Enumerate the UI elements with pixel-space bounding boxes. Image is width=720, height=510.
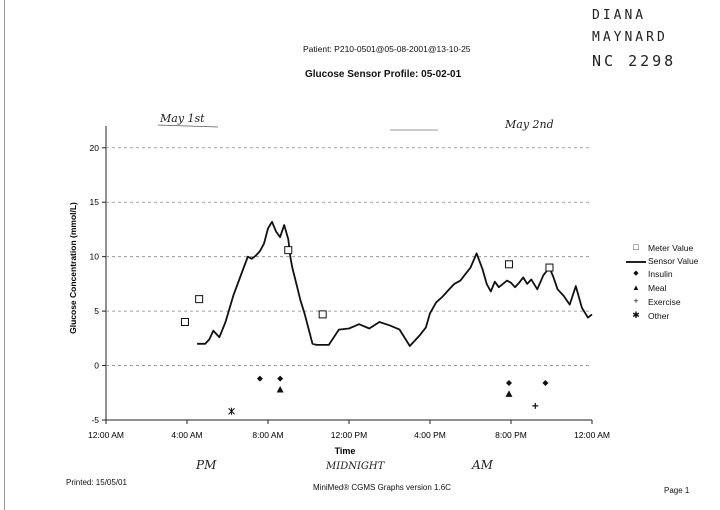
handwritten-day1: May 1st: [160, 112, 205, 125]
chart-title: Glucose Sensor Profile: 05-02-01: [305, 69, 462, 80]
meal-point: [277, 386, 284, 393]
handwritten-name-first: DIANA: [592, 8, 647, 23]
x-tick-label: 12:00 AM: [574, 430, 610, 440]
x-tick-label: 8:00 AM: [252, 430, 284, 440]
page-number: Page 1: [664, 486, 690, 495]
y-tick-label: 15: [89, 197, 99, 208]
handwritten-midnight: MIDNIGHT: [326, 461, 385, 472]
y-tick-label: -5: [91, 415, 99, 425]
legend-meter-symbol: □: [633, 242, 639, 252]
legend-meter-label: Meter Value: [648, 243, 694, 253]
legend-other-label: Other: [648, 311, 670, 321]
insulin-point: [542, 380, 548, 386]
meter-value-point: [196, 296, 203, 303]
handwritten-number: NC 2298: [592, 52, 677, 70]
legend-meal-symbol: ▲: [632, 283, 640, 292]
legend-insulin-symbol: ◆: [633, 270, 639, 277]
meter-value-point: [181, 319, 188, 326]
insulin-point: [277, 376, 283, 382]
meter-value-point: [546, 264, 553, 271]
day1-underline: [158, 125, 218, 127]
patient-line: Patient: P210-0501@05-08-2001@13-10-25: [303, 44, 471, 54]
legend-insulin-label: Insulin: [648, 269, 673, 279]
legend-meal-label: Meal: [648, 283, 667, 293]
insulin-point: [506, 380, 512, 386]
y-tick-label: 5: [94, 306, 99, 317]
meal-point: [505, 390, 512, 397]
x-tick-label: 8:00 PM: [495, 430, 527, 440]
exercise-point: [532, 403, 538, 409]
legend-sensor-symbol: [626, 261, 646, 263]
other-point: [229, 408, 235, 415]
meter-value-point: [319, 311, 326, 318]
handwritten-am: AM: [472, 458, 493, 472]
legend-exercise-label: Exercise: [648, 297, 681, 307]
x-axis-title: Time: [334, 446, 356, 456]
printed-date: Printed: 15/05/01: [66, 478, 127, 487]
x-tick-label: 4:00 PM: [414, 430, 446, 440]
legend-other-symbol: ✱: [632, 310, 640, 320]
x-tick-label: 12:00 PM: [330, 430, 368, 440]
software-version: MiniMed® CGMS Graphs version 1.6C: [313, 483, 451, 492]
y-tick-label: 20: [89, 142, 99, 153]
meter-value-point: [505, 261, 512, 268]
handwritten-name-last: MAYNARD: [592, 30, 668, 45]
meter-value-point: [285, 247, 292, 254]
x-tick-label: 4:00 AM: [171, 430, 203, 440]
sensor-value-line: [197, 222, 592, 346]
handwritten-pm: PM: [196, 458, 217, 472]
insulin-point: [257, 376, 263, 382]
handwritten-day2: May 2nd: [505, 118, 554, 131]
x-tick-label: 12:00 AM: [88, 430, 124, 440]
y-tick-label: 10: [89, 251, 99, 262]
legend-exercise-symbol: +: [633, 296, 639, 306]
y-tick-label: 0: [94, 360, 99, 371]
y-axis-title: Glucose Concentration (mmol/L): [68, 202, 78, 334]
legend-sensor-label: Sensor Value: [648, 256, 699, 266]
